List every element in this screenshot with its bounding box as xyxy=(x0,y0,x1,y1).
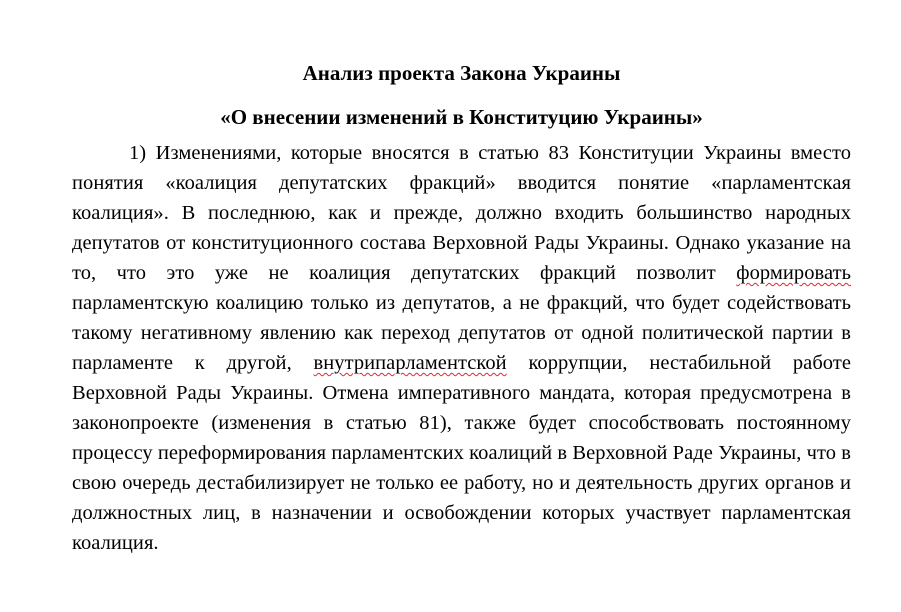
misspelled-word-vnutriparlamentskoy[interactable]: внутрипарламентской xyxy=(313,352,507,374)
misspelled-word-formirovat[interactable]: формировать xyxy=(736,262,851,284)
body-paragraph[interactable] xyxy=(72,138,851,558)
paragraph-text-part-3: коррупции, нестабильной работе Верховной Рады Украины. Отмена императивного мандата, которая предусмотрена в законопроекте (изменения в статью 81), также будет способствовать постоянному процессу переформирования парламентских коалиций в Верховной Раде Украины, что в свою очередь дестабилизирует не только ее работу, но и деятельность других органов и должностных лиц, в назначении и освобождении которых участвует парламентская коалиция. xyxy=(72,352,851,554)
paragraph-text-part-2: парламентскую коалицию только из депутатов, а не фракций, что будет содействовать такому негативному явлению как переход депутатов от одной политической партии в парламенте к другой, xyxy=(72,292,851,374)
paragraph-text-part-1: 1) Изменениями, которые вносятся в статью 83 Конституции Украины вместо понятия «коалиция депутатских фракций» вводится понятие «парламентская коалиция». В последнюю, как и прежде, должно входить большинство народных депутатов от конституционного состава Верховной Рады Украины. Однако указание на то, что это уже не коалиция депутатских фракций позволит xyxy=(72,142,851,284)
document-title-line-2: «О внесении изменений в Конституцию Украины» xyxy=(220,105,703,129)
document-title-line-1: Анализ проекта Закона Украины xyxy=(302,61,621,85)
document-page xyxy=(72,58,851,558)
